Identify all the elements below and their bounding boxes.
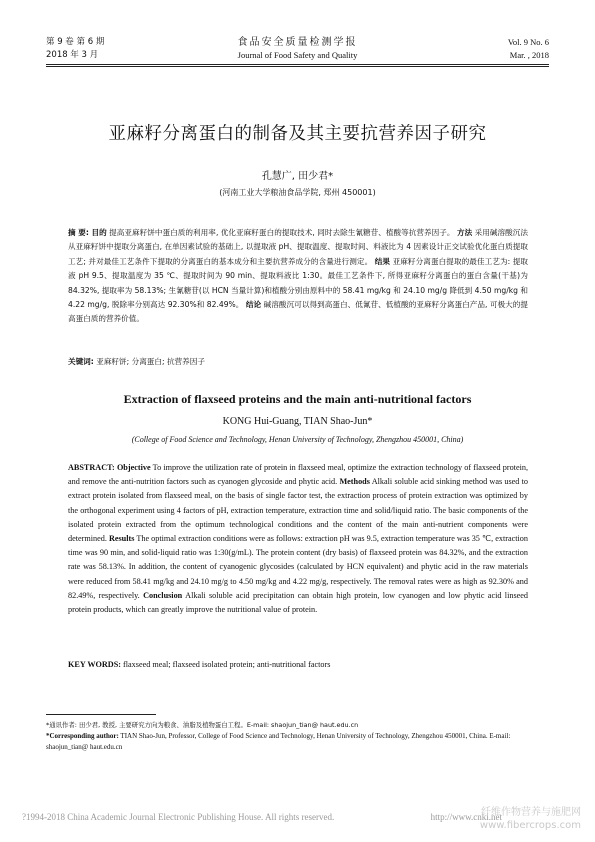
keywords-en — [68, 660, 528, 669]
abstract-cn-result: 亚麻籽分离蛋白提取的最佳工艺为: 提取液 pH 9.5、提取温度为 35 ℃、提取时间为 90 min、提取料液比 1:30。最佳工艺条件下, 所得亚麻籽分离蛋白的蛋白含量(干基)为 84.32%, 提取率为 58.13%; 生氰糖苷(以 HCN 当量计算)和植酸分别由原料中的 58.41 mg/kg 和 24.10 mg/g 降低到 4.50 mg/kg 和 4.22 mg/g, 脱除率分别高达 92.30%和 82.49%。 — [68, 256, 528, 310]
abstract-cn-result-label: 结果 — [374, 256, 391, 266]
article-title-en: Extraction of flaxseed proteins and the main anti-nutritional factors — [123, 392, 472, 406]
watermark-line2: www.fibercrops.com — [479, 820, 581, 831]
copyright-site-link[interactable]: http://www.cnki.net — [430, 812, 502, 822]
header-date-cn: 2018 年 3 月 — [46, 50, 99, 60]
journal-name-cn: 食品安全质量检测学报 — [237, 37, 358, 48]
article-title-cn: 亚麻籽分离蛋白的制备及其主要抗营养因子研究 — [108, 124, 487, 144]
header-rule-top — [46, 64, 549, 65]
abstract-cn-method: 采用碱溶酸沉法从亚麻籽饼中提取分离蛋白, 在单因素试验的基础上, 以提取液 pH、提取温度、提取时间、料液比为 4 因素设计正交试验优化蛋白质提取工艺; 并对最佳工艺条件下提取的分离蛋白的基本成分和主要抗营养成分的含量进行测定。 — [68, 228, 529, 266]
abstract-en-conclusion: Alkali soluble acid precipitation can obtain high protein, low cyanogen and low phytic acid linseed protein products, which can greatly improve the nutritional value of protein. — [68, 590, 528, 615]
header-vol-issue-en: Vol. 9 No. 6 — [507, 37, 549, 47]
footnote-cn: *通讯作者: 田少君, 教授, 主要研究方向为粮食、油脂及植物蛋白工程。E-mail: shaojun_tian@ haut.edu.cn — [46, 721, 359, 729]
abstract-cn-objective-label: 目的 — [91, 228, 107, 237]
header-date-en: Mar. , 2018 — [509, 50, 549, 60]
authors-cn: 孔慧广, 田少君* — [261, 171, 334, 182]
keywords-cn-label: 关键词: — [68, 357, 94, 366]
abstract-en-result-label: Results — [108, 534, 135, 544]
copyright-text: ?1994-2018 China Academic Journal Electronic Publishing House. All rights reserved. — [22, 812, 335, 822]
abstract-cn-method-label: 方法 — [456, 228, 473, 237]
keywords-cn — [68, 356, 528, 367]
affiliation-en: (College of Food Science and Technology, Henan University of Technology, Zhengzhou 450001, China) — [131, 435, 464, 444]
abstract-en-objective-label: Objective — [116, 463, 151, 472]
footnote-en — [46, 731, 549, 753]
abstract-en-objective: To improve the utilization rate of protein in flaxseed meal, optimize the extraction technology of flaxseed protein, and remove the anti-nutrition factors such as cyanogen glycoside and phytic acid. — [68, 463, 528, 487]
abstract-en-method: Alkali soluble acid sinking method was used to extract protein isolated from flaxseed meal, on the basis of single factor test, the extraction process of protein extraction was optimized by the orthogonal experiment using 4 factors of pH, extraction temperature, extraction time and solid/liquid ratio. The basic components of the isolated protein extracted from the optimum technological conditions and the content of the main anti-nutrient components were determined. — [68, 477, 529, 544]
abstract-cn-label: 摘 要: — [68, 228, 89, 237]
affiliation-cn: (河南工业大学粮油食品学院, 郑州 450001) — [219, 188, 376, 197]
abstract-en-label: ABSTRACT: — [68, 463, 115, 472]
header-center — [0, 36, 595, 62]
keywords-en-label: KEY WORDS: — [68, 660, 121, 669]
abstract-cn-objective: 提高亚麻籽饼中蛋白质的利用率, 优化亚麻籽蛋白的提取技术, 同时去除生氰糖苷、植酸等抗营养因子。 — [109, 228, 455, 237]
footnote-en-label: *Corresponding author: — [46, 732, 119, 740]
footnote — [46, 720, 549, 753]
header-right — [508, 36, 549, 62]
abstract-en — [68, 461, 528, 617]
watermark — [480, 806, 581, 832]
abstract-cn-conclusion-label: 结论 — [245, 300, 262, 310]
header-vol-issue-cn: 第 9 卷 第 6 期 — [46, 37, 105, 47]
abstract-cn-conclusion: 碱溶酸沉可以得到高蛋白、低氰苷、低植酸的亚麻籽分离蛋白产品, 可极大的提高蛋白质的营养价值。 — [68, 300, 529, 324]
abstract-en-conclusion-label: Conclusion — [143, 590, 183, 600]
abstract-en-method-label: Methods — [339, 477, 370, 487]
keywords-cn-text: 亚麻籽饼; 分离蛋白; 抗营养因子 — [96, 357, 205, 366]
abstract-cn — [68, 226, 528, 327]
keywords-en-text: flaxseed meal; flaxseed isolated protein; anti-nutritional factors — [123, 660, 331, 669]
footnote-en-text: TIAN Shao-Jun, Professor, College of Food Science and Technology, Henan University of Technology, Zhengzhou 450001, China. E-mail: shaojun_tian@ haut.edu.cn — [46, 732, 511, 751]
authors-en: KONG Hui-Guang, TIAN Shao-Jun* — [222, 416, 373, 427]
header-rule-bottom — [46, 66, 549, 67]
journal-name-en: Journal of Food Safety and Quality — [237, 50, 358, 60]
footnote-rule — [46, 714, 156, 715]
watermark-line1: 纤维作物营养与施肥网 — [481, 807, 581, 818]
abstract-en-result: The optimal extraction conditions were as follows: extraction pH was 9.5, extraction temperature was 35 ℃, extraction time was 90 min, and solid-liquid ratio was 1:30(g/mL). The protein content (dry basis) of flaxseed protein was 84.32%, and the extraction rate was 58.13%. In addition, the content of cyanogenic glycosides (calculated by HCN equivalent) and phytic acid in the raw materials were reduced from 58.41 mg/kg and 24.10 mg/g to 4.50 mg/kg and 4.22 mg/g, respectively. The removal rates were as high as 92.30% and 82.49%, respectively. — [68, 534, 528, 600]
